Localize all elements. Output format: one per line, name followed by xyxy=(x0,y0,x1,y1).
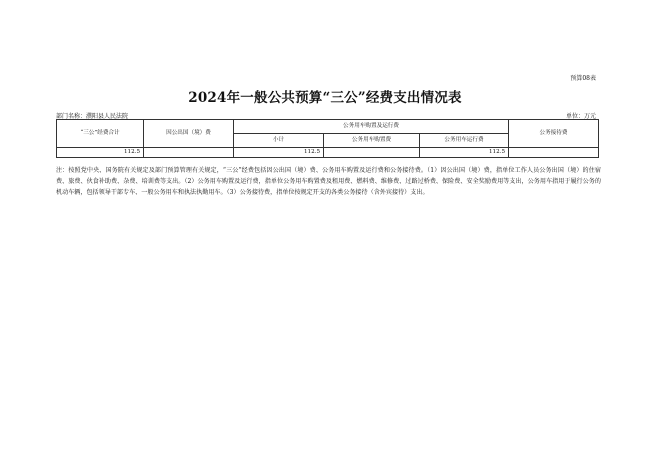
header-reception: 公务接待费 xyxy=(509,120,599,148)
table-row xyxy=(57,148,599,158)
footnote: 注：按照党中央、国务院有关规定及部门预算管理有关规定，“三公”经费包括因公出国（境）费、公务用车购置及运行费和公务接待费。（1）因公出国（境）费，指单位工作人员公务出国（境）的住宿费、旅费、伙食补助费、杂费、培训费等支出。（2）公务用车购置及运行费，指单位公务用车购置费及租用费、燃料费、维修费、过路过桥费、保险费、安全奖励费用等支出，公务用车指用于履行公务的机动车辆，包括领导干部专车、一般公务用车和执法执勤用车。（3）公务接待费，指单位按规定开支的各类公务接待（含外宾接待）支出。 xyxy=(56,167,601,196)
header-vehicle-purchase: 公务用车购置费 xyxy=(324,134,420,148)
cell-abroad xyxy=(144,148,234,158)
department-name: 部门名称：濮阳县人民法院 xyxy=(56,113,129,120)
unit-label: 单位：万元 xyxy=(565,113,596,120)
cell-vehicle-operation: 112.5 xyxy=(420,148,509,158)
header-total: “三公”经费合计 xyxy=(57,120,144,148)
cell-total: 112.5 xyxy=(57,148,144,158)
meta-row xyxy=(56,111,596,119)
form-number: 预算08表 xyxy=(570,75,596,82)
header-vehicle-group: 公务用车购置及运行费 xyxy=(234,120,509,134)
table-header-row xyxy=(57,120,599,134)
header-vehicle-operation: 公务用车运行费 xyxy=(420,134,509,148)
header-vehicle-subtotal: 小计 xyxy=(234,134,324,148)
page-title: 2024年一般公共预算“三公”经费支出情况表 xyxy=(188,90,462,106)
cell-reception xyxy=(509,148,599,158)
header-abroad: 因公出国（境）费 xyxy=(144,120,234,148)
cell-vehicle-subtotal: 112.5 xyxy=(234,148,324,158)
cell-vehicle-purchase xyxy=(324,148,420,158)
budget-table xyxy=(56,119,599,158)
